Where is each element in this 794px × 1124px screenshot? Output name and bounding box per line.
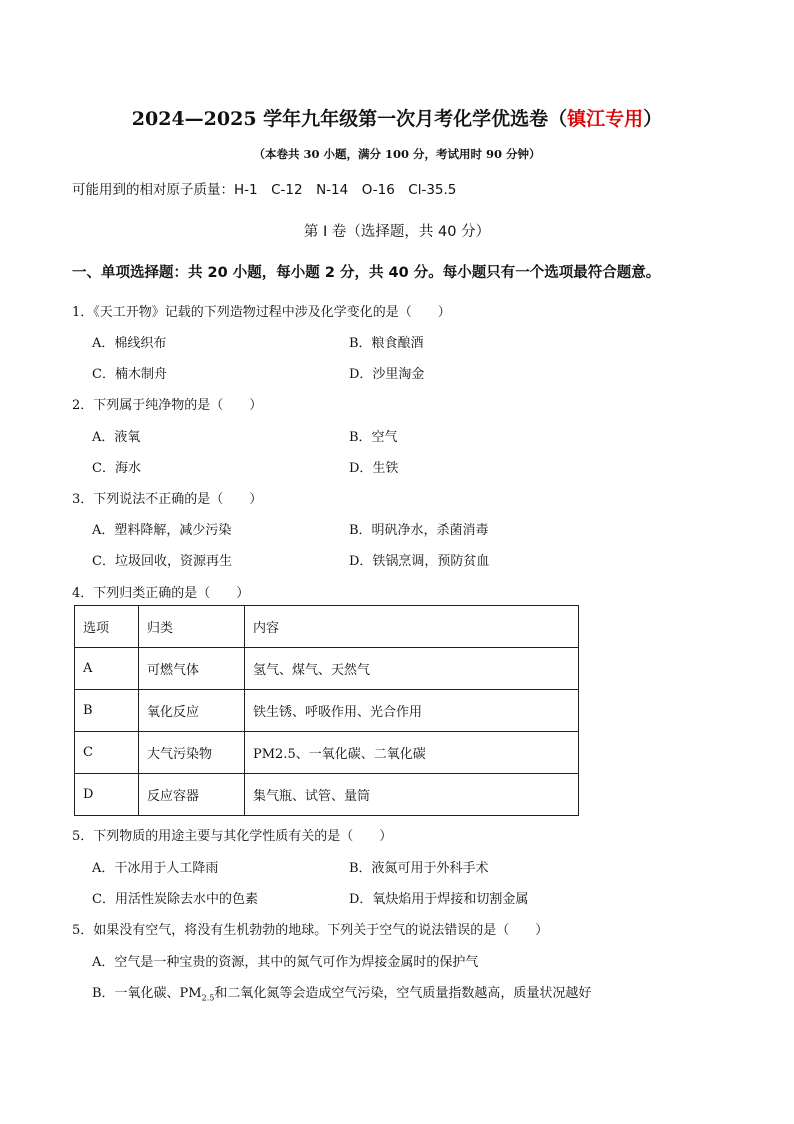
table-cell: 铁生锈、呼吸作用、光合作用 — [245, 690, 579, 732]
table-cell: PM2.5、一氧化碳、二氧化碳 — [245, 732, 579, 774]
classification-table — [74, 605, 579, 816]
part-heading: 第 I 卷（选择题，共 40 分） — [303, 224, 491, 240]
table-cell: A — [75, 648, 139, 690]
table-header-cell: 选项 — [75, 606, 139, 648]
question-3-stem: 3．下列说法不正确的是（ ） — [72, 492, 263, 507]
table-row — [75, 648, 579, 690]
q3-option-a[interactable]: A．塑料降解，减少污染 — [92, 523, 232, 538]
q2-option-d[interactable]: D．生铁 — [349, 461, 399, 476]
table-header-cell: 内容 — [245, 606, 579, 648]
page-title — [0, 104, 794, 131]
q3-option-d[interactable]: D．铁锅烹调，预防贫血 — [349, 554, 490, 569]
q3-option-b[interactable]: B．明矾净水，杀菌消毒 — [349, 523, 489, 538]
q1-option-b[interactable]: B．粮食酿酒 — [349, 336, 424, 351]
atomic-masses: 可能用到的相对原子质量：H-1 C-12 N-14 O-16 Cl-35.5 — [72, 182, 457, 198]
q6-option-b-post: 和二氧化氮等会造成空气污染，空气质量指数越高，质量状况越好 — [214, 986, 592, 1001]
q5-option-a[interactable]: A．干冰用于人工降雨 — [92, 861, 219, 876]
table-cell: C — [75, 732, 139, 774]
table-cell: 氢气、煤气、天然气 — [245, 648, 579, 690]
title-region: 镇江专用 — [567, 108, 644, 130]
table-row — [75, 732, 579, 774]
exam-info: （本卷共 30 小题，满分 100 分，考试用时 90 分钟） — [253, 147, 541, 161]
q1-option-c[interactable]: C．楠木制舟 — [92, 367, 167, 382]
question-5-stem: 5．下列物质的用途主要与其化学性质有关的是（ ） — [72, 829, 393, 844]
q2-option-b[interactable]: B．空气 — [349, 430, 398, 445]
q3-option-c[interactable]: C．垃圾回收，资源再生 — [92, 554, 232, 569]
table-cell: D — [75, 774, 139, 816]
q2-option-a[interactable]: A．液氧 — [92, 430, 141, 445]
q2-option-c[interactable]: C．海水 — [92, 461, 141, 476]
question-1-stem: 1．《天工开物》记载的下列造物过程中涉及化学变化的是（ ） — [72, 305, 451, 320]
table-cell: 氧化反应 — [139, 690, 245, 732]
table-cell: 反应容器 — [139, 774, 245, 816]
table-cell: 集气瓶、试管、量筒 — [245, 774, 579, 816]
q5-option-c[interactable]: C．用活性炭除去水中的色素 — [92, 892, 258, 907]
q1-option-d[interactable]: D．沙里淘金 — [349, 367, 425, 382]
q5-option-d[interactable]: D．氧炔焰用于焊接和切割金属 — [349, 892, 529, 907]
section-heading: 一、单项选择题：共 20 小题，每小题 2 分，共 40 分。每小题只有一个选项最符合题意。 — [72, 265, 661, 281]
question-6-stem: 5．如果没有空气，将没有生机勃勃的地球。下列关于空气的说法错误的是（ ） — [72, 923, 549, 938]
table-row — [75, 774, 579, 816]
q6-option-b[interactable] — [92, 982, 591, 1003]
title-main: 2024—2025 学年九年级第一次月考化学优选卷（ — [131, 108, 568, 130]
table-cell: B — [75, 690, 139, 732]
table-cell: 可燃气体 — [139, 648, 245, 690]
q5-option-b[interactable]: B．液氮可用于外科手术 — [349, 861, 489, 876]
q6-option-a[interactable]: A．空气是一种宝贵的资源，其中的氮气可作为焊接金属时的保护气 — [92, 955, 479, 970]
table-header-row — [75, 606, 579, 648]
q6-option-b-sub: 2.5 — [201, 993, 215, 1003]
question-2-stem: 2．下列属于纯净物的是（ ） — [72, 398, 263, 413]
q1-option-a[interactable]: A．棉线织布 — [92, 336, 167, 351]
table-header-cell: 归类 — [139, 606, 245, 648]
table-cell: 大气污染物 — [139, 732, 245, 774]
question-4-stem: 4．下列归类正确的是（ ） — [72, 586, 250, 601]
table-row — [75, 690, 579, 732]
title-end: ） — [643, 108, 663, 130]
q6-option-b-pre: B．一氧化碳、PM — [92, 986, 202, 1001]
